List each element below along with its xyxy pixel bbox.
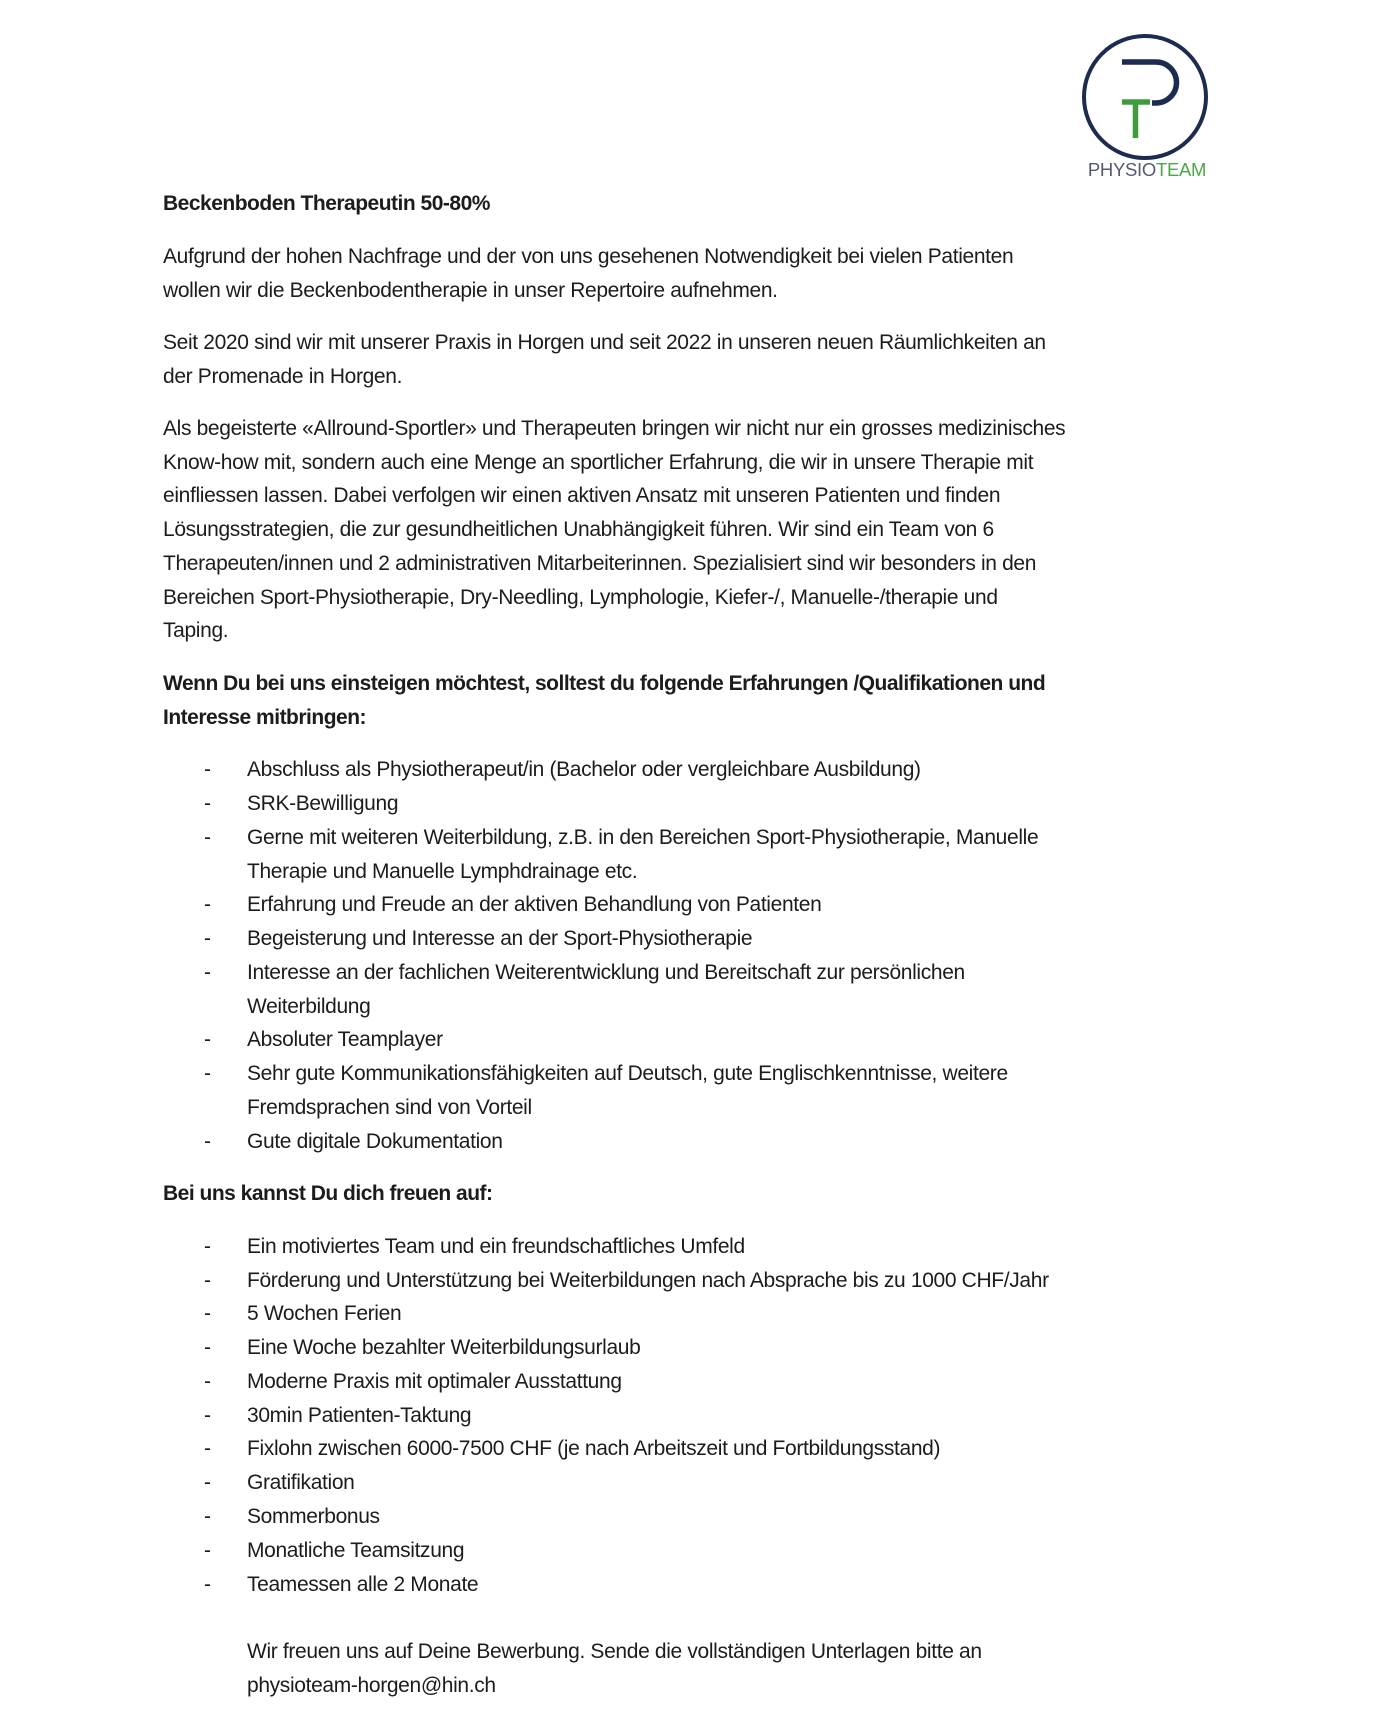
list-item-text: Sommerbonus xyxy=(247,1505,380,1528)
text-line: Taping. xyxy=(163,619,229,642)
text-line: Bereichen Sport-Physiotherapie, Dry-Needling, Lymphologie, Kiefer-/, Manuelle-/therapie und xyxy=(163,586,998,609)
list-item-text: Fremdsprachen sind von Vorteil xyxy=(247,1096,532,1119)
list-item-text: Ein motiviertes Team und ein freundschaftliches Umfeld xyxy=(247,1235,745,1258)
list-item-text: Fixlohn zwischen 6000-7500 CHF (je nach Arbeitszeit und Fortbildungsstand) xyxy=(247,1437,941,1460)
list-item-text: Begeisterung und Interesse an der Sport-Physiotherapie xyxy=(247,927,753,950)
list-item-text: Moderne Praxis mit optimaler Ausstattung xyxy=(247,1370,622,1393)
text-line: Seit 2020 sind wir mit unserer Praxis in Horgen und seit 2022 in unseren neuen Räumlichkeiten an xyxy=(163,331,1046,354)
list-item-text: Teamessen alle 2 Monate xyxy=(247,1573,479,1596)
text-line: Als begeisterte «Allround-Sportler» und Therapeuten bringen wir nicht nur ein grosses medizinisches xyxy=(163,417,1066,440)
physioteam-logo xyxy=(1078,32,1214,184)
brand-team: TEAM xyxy=(1155,159,1207,180)
list-item-text: Sehr gute Kommunikationsfähigkeiten auf Deutsch, gute Englischkenntnisse, weitere xyxy=(247,1062,1008,1085)
bullet-dash: - xyxy=(204,1437,211,1460)
text-line: Therapeuten/innen und 2 administrativen Mitarbeiterinnen. Spezialisiert sind wir besonders in den xyxy=(163,552,1037,575)
list-item-text: Interesse an der fachlichen Weiterentwicklung und Bereitschaft zur persönlichen xyxy=(247,961,965,984)
contact-email[interactable]: physioteam-horgen@hin.ch xyxy=(247,1674,496,1697)
list-item-text: Gratifikation xyxy=(247,1471,355,1494)
text-line: Know-how mit, sondern auch eine Menge an sportlicher Erfahrung, die wir in unsere Therapie mit xyxy=(163,451,1034,474)
list-item-text: SRK-Bewilligung xyxy=(247,792,399,815)
brand-wordmark xyxy=(1084,160,1210,180)
heading-line: Wenn Du bei uns einsteigen möchtest, solltest du folgende Erfahrungen /Qualifikationen und xyxy=(163,672,1046,695)
heading-line: Interesse mitbringen: xyxy=(163,706,367,729)
bullet-dash: - xyxy=(204,893,211,916)
bullet-dash: - xyxy=(204,1573,211,1596)
list-item-text: Erfahrung und Freude an der aktiven Behandlung von Patienten xyxy=(247,893,822,916)
list-item-text: Abschluss als Physiotherapeut/in (Bachelor oder vergleichbare Ausbildung) xyxy=(247,758,921,781)
brand-physio: PHYSIO xyxy=(1087,159,1156,180)
job-title: Beckenboden Therapeutin 50-80% xyxy=(163,192,490,215)
list-item-text: Förderung und Unterstützung bei Weiterbildungen nach Absprache bis zu 1000 CHF/Jahr xyxy=(247,1269,1049,1292)
list-item-text: Gute digitale Dokumentation xyxy=(247,1130,503,1153)
bullet-dash: - xyxy=(204,927,211,950)
bullet-dash: - xyxy=(204,1062,211,1085)
list-item-text: 30min Patienten-Taktung xyxy=(247,1404,472,1427)
bullet-dash: - xyxy=(204,1539,211,1562)
bullet-dash: - xyxy=(204,792,211,815)
bullet-dash: - xyxy=(204,1028,211,1051)
bullet-dash: - xyxy=(204,1370,211,1393)
list-item-text: Monatliche Teamsitzung xyxy=(247,1539,465,1562)
bullet-dash: - xyxy=(204,1130,211,1153)
text-line: wollen wir die Beckenbodentherapie in unser Repertoire aufnehmen. xyxy=(163,279,778,302)
bullet-dash: - xyxy=(204,758,211,781)
bullet-dash: - xyxy=(204,1235,211,1258)
benefits-heading: Bei uns kannst Du dich freuen auf: xyxy=(163,1182,493,1205)
bullet-dash: - xyxy=(204,826,211,849)
text-line: einfliessen lassen. Dabei verfolgen wir einen aktiven Ansatz mit unseren Patienten und finden xyxy=(163,484,1001,507)
bullet-dash: - xyxy=(204,1471,211,1494)
list-item-text: Absoluter Teamplayer xyxy=(247,1028,443,1051)
text-line: Lösungsstrategien, die zur gesundheitlichen Unabhängigkeit führen. Wir sind ein Team von 6 xyxy=(163,518,994,541)
list-item-text: Weiterbildung xyxy=(247,995,371,1018)
text-line: der Promenade in Horgen. xyxy=(163,365,403,388)
list-item-text: 5 Wochen Ferien xyxy=(247,1302,402,1325)
bullet-dash: - xyxy=(204,1302,211,1325)
bullet-dash: - xyxy=(204,1336,211,1359)
bullet-dash: - xyxy=(204,1404,211,1427)
text-line: Aufgrund der hohen Nachfrage und der von uns gesehenen Notwendigkeit bei vielen Patienten xyxy=(163,245,1014,268)
bullet-dash: - xyxy=(204,1505,211,1528)
list-item-text: Gerne mit weiteren Weiterbildung, z.B. in den Bereichen Sport-Physiotherapie, Manuelle xyxy=(247,826,1039,849)
closing-text: Wir freuen uns auf Deine Bewerbung. Sende die vollständigen Unterlagen bitte an xyxy=(247,1640,982,1663)
pt-monogram-icon xyxy=(1078,32,1214,162)
list-item-text: Eine Woche bezahlter Weiterbildungsurlaub xyxy=(247,1336,641,1359)
list-item-text: Therapie und Manuelle Lymphdrainage etc. xyxy=(247,860,638,883)
bullet-dash: - xyxy=(204,1269,211,1292)
bullet-dash: - xyxy=(204,961,211,984)
